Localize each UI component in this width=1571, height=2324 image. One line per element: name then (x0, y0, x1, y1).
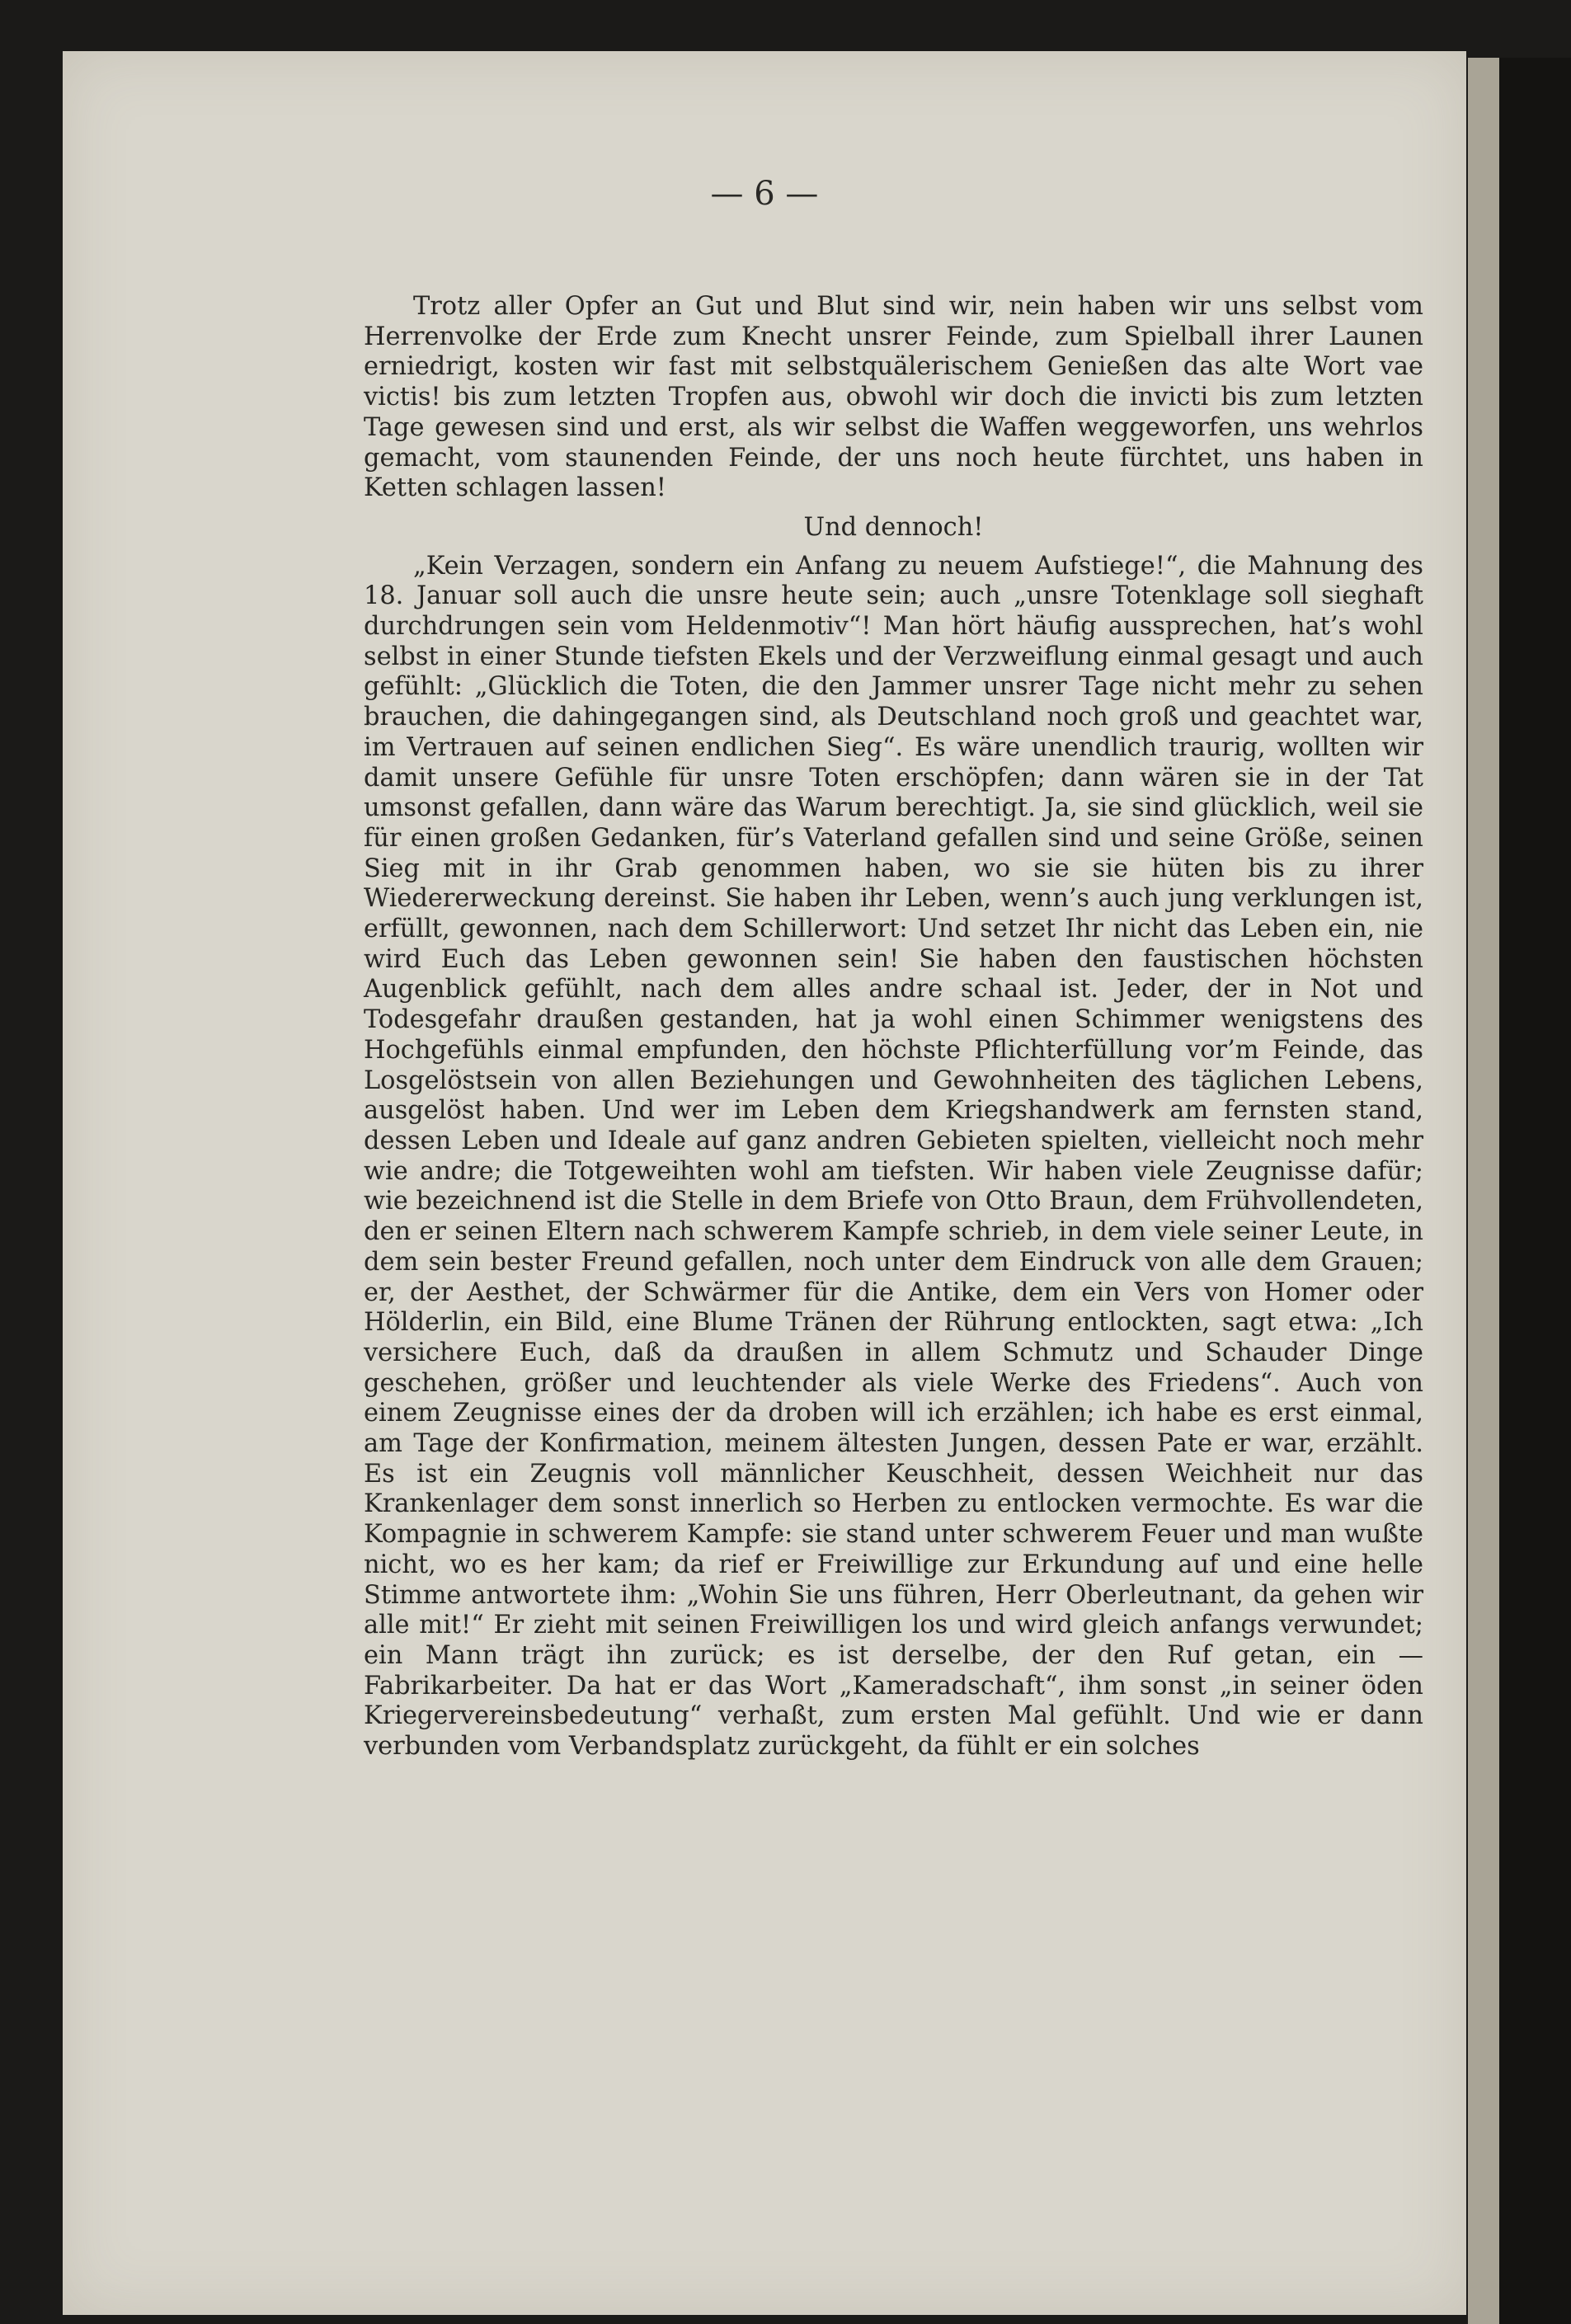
page-number: — 6 — (710, 175, 819, 213)
binding-gutter (1499, 58, 1571, 2324)
adjacent-page-edge (1468, 58, 1499, 2324)
body-text (364, 292, 1423, 1762)
section-heading: Und dennoch! (803, 512, 984, 542)
paragraph-opfer: Trotz aller Opfer an Gut und Blut sind wir, nein haben wir uns selbst vom Herrenvolke der Erde zum Knecht unsrer Feinde, zum Spielball ihrer Launen erniedrigt, kosten wir fast mit selbstquälerischem Genießen das alte Wort vae victis! bis zum letzten Tropfen aus, obwohl wir doch die invicti bis zum letzten Tage gewesen sind und erst, als wir selbst die Waffen weggeworfen, uns wehrlos gemacht, vom staunenden Feinde, der uns noch heute fürchtet, uns haben in Ketten schlagen lassen! (364, 292, 1423, 503)
book-page (63, 51, 1466, 2315)
paragraph-verzagen: „Kein Verzagen, sondern ein Anfang zu neuem Aufstiege!“, die Mahnung des 18. Januar soll auch die unsre heute sein; auch „unsre Totenklage soll sieghaft durchdrungen sein vom Heldenmotiv“! Man hört häufig aussprechen, hat’s wohl selbst in einer Stunde tiefsten Ekels und der Verzweiflung einmal gesagt und auch gefühlt: „Glücklich die Toten, die den Jammer unsrer Tage nicht mehr zu sehen brauchen, die dahingegangen sind, als Deutschland noch groß und geachtet war, im Vertrauen auf seinen endlichen Sieg“. Es wäre unendlich traurig, wollten wir damit unsere Gefühle für unsre Toten erschöpfen; dann wären sie in der Tat umsonst gefallen, dann wäre das Warum berechtigt. Ja, sie sind glücklich, weil sie für einen großen Gedanken, für’s Vaterland gefallen sind und seine Größe, seinen Sieg mit in ihr Grab genommen haben, wo sie sie hüten bis zu ihrer Wiedererweckung dereinst. Sie haben ihr Leben, wenn’s auch jung verklungen ist, erfüllt, gewonnen, nach dem Schillerwort: Und setzet Ihr nicht das Leben ein, nie wird Euch das Leben gewonnen sein! Sie haben den faustischen höchsten Augenblick gefühlt, nach dem alles andre schaal ist. Jeder, der in Not und Todesgefahr draußen gestanden, hat ja wohl einen Schimmer wenigstens des Hochgefühls einmal empfunden, den höchste Pflichterfüllung vor’m Feinde, das Losgelöstsein von allen Beziehungen und Gewohnheiten des täglichen Lebens, ausgelöst haben. Und wer im Leben dem Kriegshandwerk am fernsten stand, dessen Leben und Ideale auf ganz andren Gebieten spielten, vielleicht noch mehr wie andre; die Totgeweihten wohl am tiefsten. Wir haben viele Zeugnisse dafür; wie bezeichnend ist die Stelle in dem Briefe von Otto Braun, dem Frühvollendeten, den er seinen Eltern nach schwerem Kampfe schrieb, in dem viele seiner Leute, in dem sein bester Freund gefallen, noch unter dem Eindruck von alle dem Grauen; er, der Aesthet, der Schwärmer für die Antike, dem ein Vers von Homer oder Hölderlin, ein Bild, eine Blume Tränen der Rührung entlockten, sagt etwa: „Ich versichere Euch, daß da draußen in allem Schmutz und Schauder Dinge geschehen, größer und leuchtender als viele Werke des Friedens“. Auch von einem Zeugnisse eines der da droben will ich erzählen; ich habe es erst einmal, am Tage der Konfirmation, meinem ältesten Jungen, dessen Pate er war, erzählt. Es ist ein Zeugnis voll männlicher Keuschheit, dessen Weichheit nur das Krankenlager dem sonst innerlich so Herben zu entlocken vermochte. Es war die Kompagnie in schwerem Kampfe: sie stand unter schwerem Feuer und man wußte nicht, wo es her kam; da rief er Freiwillige zur Erkundung auf und eine helle Stimme antwortete ihm: „Wohin Sie uns führen, Herr Oberleutnant, da gehen wir alle mit!“ Er zieht mit seinen Freiwilligen los und wird gleich anfangs verwundet; ein Mann trägt ihn zurück; es ist derselbe, der den Ruf getan, ein — Fabrikarbeiter. Da hat er das Wort „Kameradschaft“, ihm sonst „in seiner öden Kriegervereinsbedeutung“ verhaßt, zum ersten Mal gefühlt. Und wie er dann verbunden vom Verbandsplatz zurückgeht, da fühlt er ein solches (364, 551, 1423, 1762)
